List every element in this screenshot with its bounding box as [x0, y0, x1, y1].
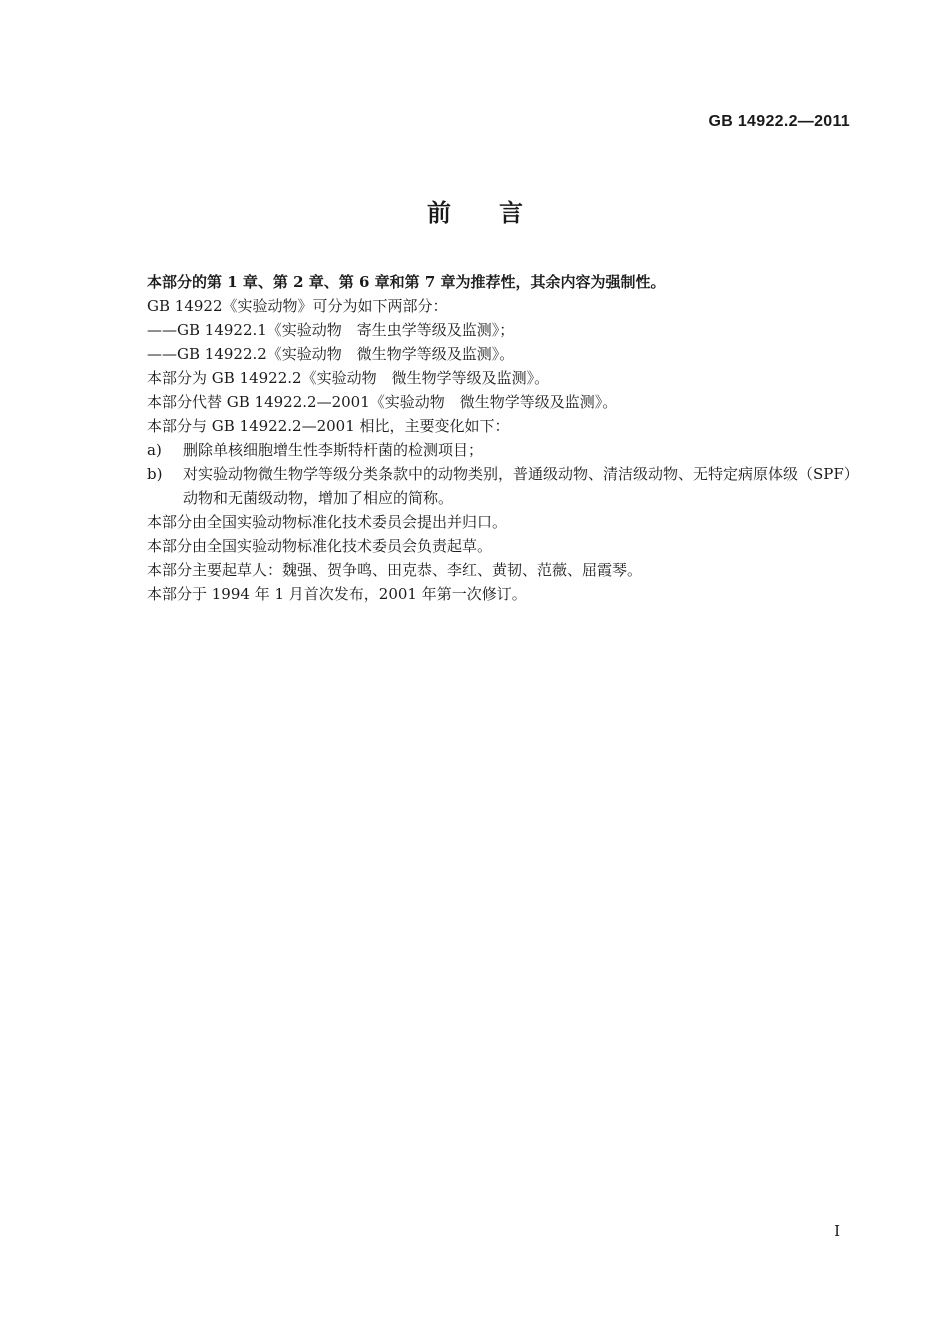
- list-item-label: b): [147, 465, 163, 483]
- page-number: I: [834, 1222, 840, 1240]
- list-item-text: 删除单核细胞增生性李斯特杆菌的检测项目；: [183, 441, 484, 459]
- paragraph-replaces: 本部分代替 GB 14922.2—2001《实验动物 微生物学等级及监测》。: [147, 393, 618, 411]
- list-item-text: 对实验动物微生物学等级分类条款中的动物类别，普通级动物、清洁级动物、无特定病原体级（SPF）动物和无菌级动物，增加了相应的简称。: [183, 465, 859, 507]
- list-item-label: a): [147, 441, 162, 459]
- page-title: 前言: [427, 199, 571, 227]
- paragraph-publication-history: 本部分于 1994 年 1 月首次发布，2001 年第一次修订。: [147, 585, 527, 603]
- paragraph-drafted-by: 本部分由全国实验动物标准化技术委员会负责起草。: [147, 537, 493, 555]
- paragraph-part-1: ——GB 14922.1《实验动物 寄生虫学等级及监测》；: [147, 321, 515, 339]
- list-item-change-b: [147, 462, 862, 510]
- list-item-change-a: [147, 438, 862, 462]
- paragraph-part-2: ——GB 14922.2《实验动物 微生物学等级及监测》。: [147, 345, 515, 363]
- paragraph-changes-intro: 本部分与 GB 14922.2—2001 相比，主要变化如下：: [147, 417, 510, 435]
- paragraph-normative-scope: 本部分的第 1 章、第 2 章、第 6 章和第 7 章为推荐性，其余内容为强制性。: [147, 273, 666, 291]
- paragraph-this-part: 本部分为 GB 14922.2《实验动物 微生物学等级及监测》。: [147, 369, 550, 387]
- paragraph-proposed-by: 本部分由全国实验动物标准化技术委员会提出并归口。: [147, 513, 508, 531]
- standard-number: GB 14922.2—2011: [708, 113, 850, 130]
- paragraph-parts-intro: GB 14922《实验动物》可分为如下两部分：: [147, 297, 448, 315]
- foreword-body: [147, 270, 862, 606]
- paragraph-drafters: 本部分主要起草人：魏强、贺争鸣、田克恭、李红、黄韧、范薇、屈霞琴。: [147, 561, 643, 579]
